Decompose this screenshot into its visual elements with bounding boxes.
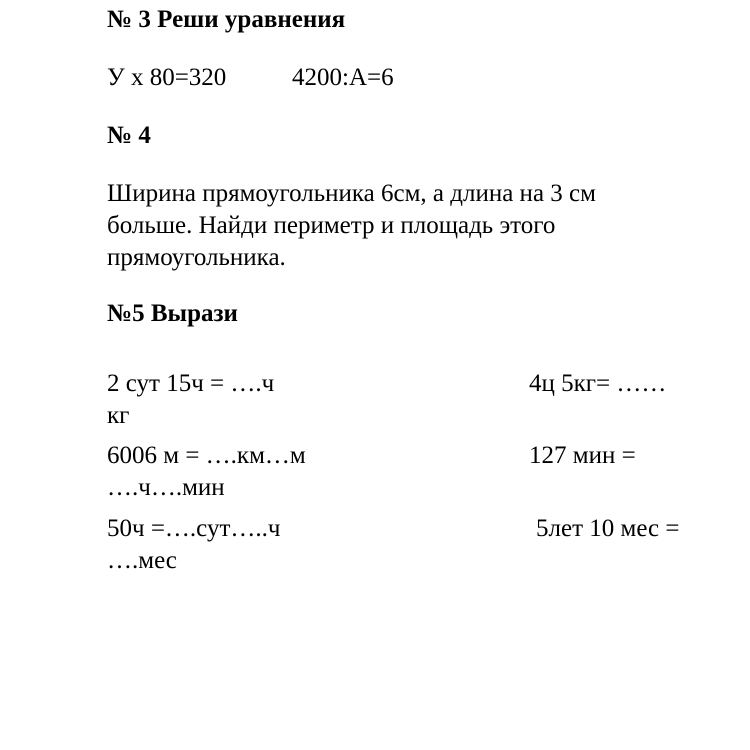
conversion-3-continuation: ….мес <box>107 547 177 574</box>
conversion-2-left: 6006 м = ….км…м <box>107 442 306 469</box>
task5-heading: №5 Вырази <box>107 300 238 327</box>
task4-text: Ширина прямоугольника 6см, а длина на 3 см больше. Найди периметр и площадь этого прямоугольника. <box>107 180 596 271</box>
conversion-3-right: 5лет 10 мес = <box>536 515 680 542</box>
conversion-1-left: 2 сут 15ч = ….ч <box>107 370 275 397</box>
conversion-1-right: 4ц 5кг= …… <box>529 370 667 397</box>
conversion-3-left: 50ч =….сут…..ч <box>107 515 281 542</box>
conversion-1-continuation: кг <box>107 402 130 429</box>
task3-heading: № 3 Реши уравнения <box>107 6 346 33</box>
equation-2: 4200:А=6 <box>292 64 394 91</box>
conversion-2-continuation: ….ч….мин <box>107 474 225 501</box>
conversion-2-right: 127 мин = <box>529 442 636 469</box>
equation-1: У х 80=320 <box>107 64 227 91</box>
task4-heading: № 4 <box>107 122 151 149</box>
